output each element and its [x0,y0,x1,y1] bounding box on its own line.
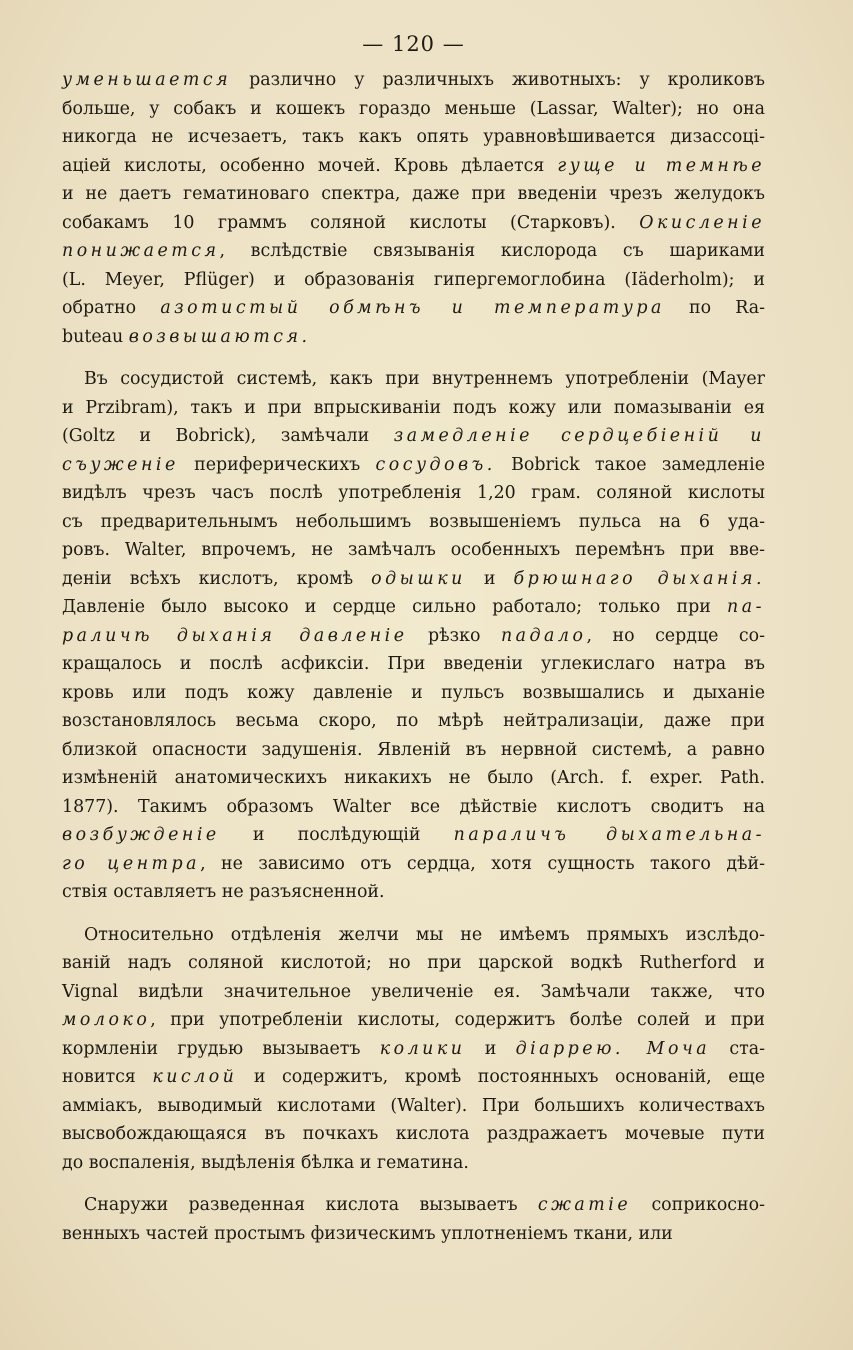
text-segment: и [465,1038,516,1059]
emphasized-text: замедленіе сердцебіеній и [393,426,765,446]
text-segment: периферическихъ [178,454,376,475]
text-segment: Давленіе было высоко и сердце сильно работало; только при [62,597,728,617]
text-line [62,878,765,907]
text-body [62,66,765,1248]
text-segment: до воспаленія, выдѣленія бѣлка и гематина. [62,1152,469,1173]
text-line [62,650,765,679]
text-segment: обратно [62,298,161,318]
text-line [62,622,765,651]
text-line [62,152,765,181]
text-line [62,508,765,537]
text-line [62,479,765,508]
paragraph [62,1191,765,1248]
emphasized-text: понижается [62,241,220,261]
paragraph-gap [62,1177,765,1191]
emphasized-text: діаррею. Моча [515,1038,711,1059]
text-segment: близкой опасности задушенія. Явленій въ нервной системѣ, а равно [62,739,765,760]
paragraph-gap [62,907,765,921]
text-segment: собакамъ 10 граммъ соляной кислоты (Старковъ). [62,212,640,233]
text-line [62,821,765,850]
emphasized-text: параличъ дыхательна- [453,825,765,845]
text-segment: и Przibram), такъ и при впрыскиваніи подъ кожу или помазываніи ея [62,397,765,418]
text-segment: аціей кислоты, особенно мочей. Кровь дѣлается [62,155,558,176]
paragraph [62,921,765,1178]
text-line [62,850,765,879]
text-line [62,323,765,352]
text-line [62,1120,765,1149]
text-line [62,66,765,95]
text-segment: Относительно отдѣленія желчи мы не имѣемъ прямыхъ изслѣдо- [84,924,765,945]
text-segment: кращалось и послѣ асфиксіи. При введеніи углекислаго натра въ [62,654,765,674]
text-segment: по Ra- [664,298,766,318]
emphasized-text: сжатіе [537,1195,632,1215]
text-segment: и содержитъ, кромѣ постоянныхъ основаній, еще [237,1067,765,1087]
text-line [62,764,765,793]
text-segment: Снаружи разведенная кислота вызываетъ [84,1195,538,1215]
text-segment: венныхъ частей простымъ физическимъ уплотненіемъ ткани, или [62,1223,673,1244]
text-segment: ровъ. Walter, впрочемъ, не замѣчалъ особенныхъ перемѣнъ при вве- [62,540,765,560]
text-segment: Въ сосудистой системѣ, какъ при внутреннемъ употребленіи (Mayer [84,369,765,389]
text-segment: и [465,568,514,589]
text-segment: соприкосно- [631,1195,765,1215]
text-line [62,266,765,295]
emphasized-text: уменьшается [62,70,232,90]
text-segment: 1877). Такимъ образомъ Walter все дѣйствіе кислотъ сводитъ на [62,796,765,817]
emphasized-text: падало [500,625,587,646]
text-segment: Bobrick такое замедленіе [495,454,765,475]
text-segment: , при употребленіи кислоты, содержитъ болѣе солей и при [150,1010,765,1030]
emphasized-text: съуженіе [62,454,179,475]
emphasized-text: возбужденіе [62,825,220,845]
text-line [62,95,765,124]
emphasized-text: Окисленіе [639,212,765,233]
text-segment: и не даетъ гематиноваго спектра, даже при введеніи чрезъ желудокъ [62,184,765,204]
text-line [62,1092,765,1121]
text-line [62,237,765,266]
paragraph [62,365,765,907]
text-line [62,949,765,978]
text-segment: Vignal видѣли значительное увеличеніе ея. Замѣчали также, что [62,981,765,1002]
text-line [62,1063,765,1092]
text-segment: , вслѣдствіе связыванія кислорода съ шариками [219,241,765,261]
emphasized-text: возвышаются. [128,326,311,347]
emphasized-text: молоко [62,1010,151,1030]
text-line [62,921,765,950]
text-segment: , не зависимо отъ сердца, хотя сущность такого дѣй- [200,853,765,874]
text-line [62,978,765,1007]
text-segment: кормленіи грудью вызываетъ [62,1038,380,1059]
text-segment: (L. Meyer, Pflüger) и образованія гипергемоглобина (Iäderholm); и [62,269,765,290]
text-line [62,536,765,565]
text-line [62,736,765,765]
emphasized-text: брюшнаго дыханія. [513,568,765,589]
emphasized-text: сосудовъ. [375,454,496,475]
text-line [62,422,765,451]
text-segment: рѣзко [407,625,501,646]
text-segment: ствія оставляетъ не разъясненной. [62,882,385,902]
text-line [62,294,765,323]
text-line [62,365,765,394]
text-segment: различно у различныхъ животныхъ: у кроликовъ [231,70,765,90]
text-segment: ста- [710,1038,765,1059]
text-segment: измѣненій анатомическихъ никакихъ не было (Arch. f. exper. Path. [62,768,765,788]
text-line [62,793,765,822]
text-line [62,1035,765,1064]
text-segment: возстановлялось весьма скоро, по мѣрѣ нейтрализаціи, даже при [62,711,765,731]
emphasized-text: па- [727,597,765,617]
paragraph-gap [62,351,765,365]
text-segment: высвобождающаяся въ почкахъ кислота раздражаетъ мочевые пути [62,1124,765,1144]
text-line [62,209,765,238]
text-line [62,1006,765,1035]
text-segment: buteau [62,326,129,347]
emphasized-text: кислой [152,1067,238,1087]
text-line [62,1149,765,1178]
text-segment: никогда не исчезаетъ, такъ какъ опять уравновѣшивается дизассоці- [62,127,765,147]
text-line [62,679,765,708]
emphasized-text: колики [379,1038,466,1059]
text-line [62,180,765,209]
page-number: — 120 — [362,32,465,56]
text-line [62,451,765,480]
emphasized-text: азотистый обмѣнъ и температура [160,298,665,318]
emphasized-text: гуще и темнѣе [557,155,765,176]
text-segment: кровь или подъ кожу давленіе и пульсъ возвышались и дыханіе [62,682,765,703]
text-segment: (Goltz и Bobrick), замѣчали [62,426,394,446]
text-segment: больше, у собакъ и кошекъ гораздо меньше (Lassar, Walter); но она [62,98,765,119]
text-segment: съ предварительнымъ небольшимъ возвышеніемъ пульса на 6 уда- [62,511,765,532]
text-segment: амміакъ, выводимый кислотами (Walter). При большихъ количествахъ [62,1095,765,1116]
paragraph [62,66,765,351]
text-line [62,707,765,736]
text-line [62,123,765,152]
text-line [62,593,765,622]
text-segment: , но сердце со- [586,625,766,646]
text-line [62,1220,765,1249]
text-segment: и послѣдующій [219,825,454,845]
text-line [62,394,765,423]
text-line [62,565,765,594]
text-segment: видѣлъ чрезъ часъ послѣ употребленія 1,20 грам. соляной кислоты [62,483,765,503]
emphasized-text: раличѣ дыханія давленіе [62,625,408,646]
text-segment: деніи всѣхъ кислотъ, кромѣ [62,568,372,589]
text-line [62,1191,765,1220]
emphasized-text: одышки [371,568,466,589]
text-segment: ваній надъ соляной кислотой; но при царской водкѣ Rutherford и [62,953,765,973]
text-segment: новится [62,1067,153,1087]
emphasized-text: го центра [62,853,201,874]
